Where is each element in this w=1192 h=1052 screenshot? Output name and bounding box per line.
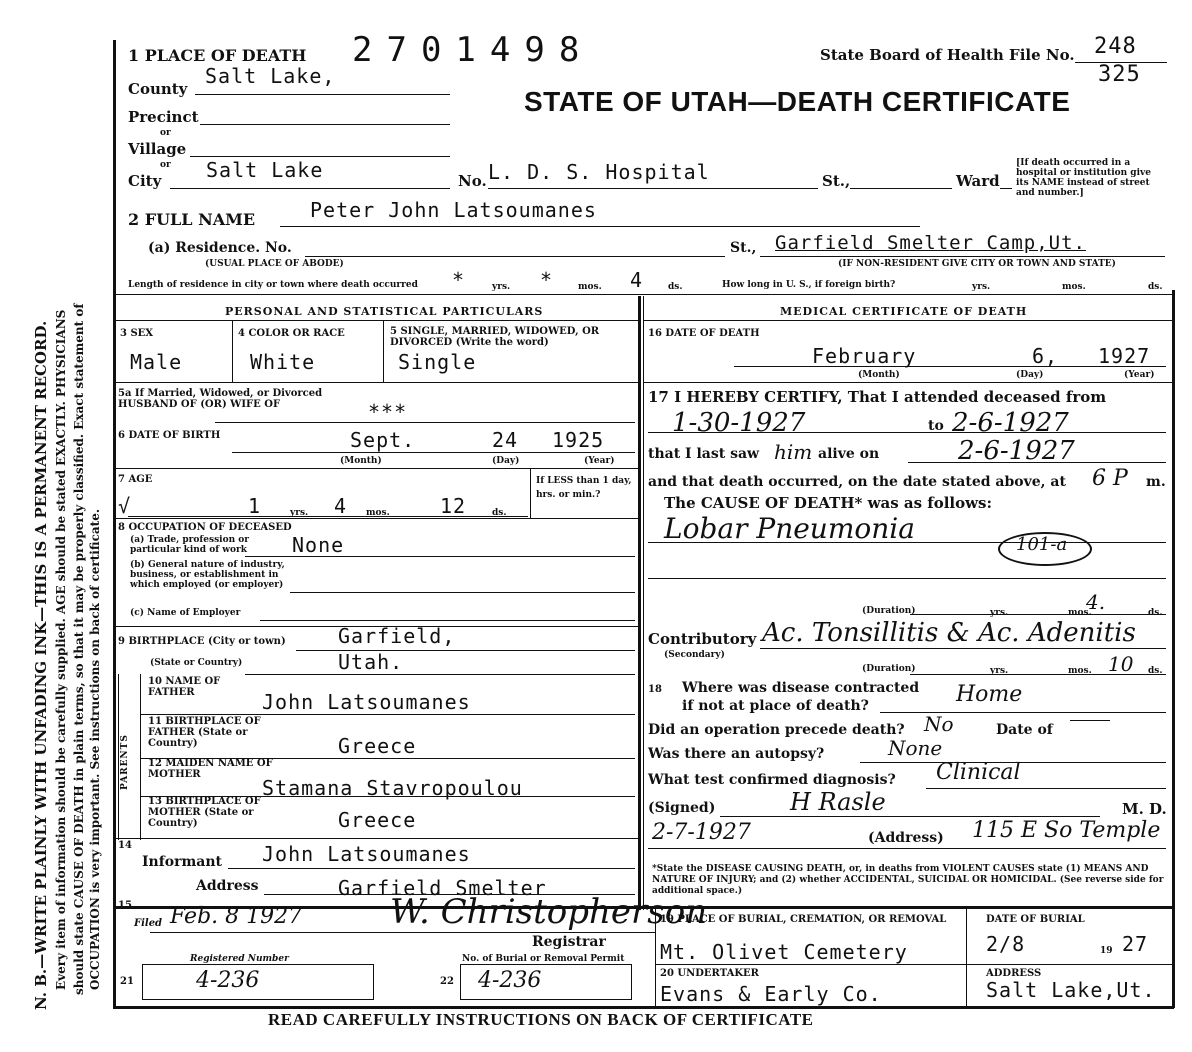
test-answer: Clinical <box>936 760 1021 785</box>
q18-line <box>880 712 1166 713</box>
q18-number: 18 <box>648 684 662 695</box>
undertaker-label: 20 UNDERTAKER <box>660 968 759 979</box>
burial-mid-border <box>966 908 967 1006</box>
birthplace-city: Garfield, <box>338 624 456 648</box>
contributory-label: Contributory <box>648 630 757 648</box>
side-note-line1: N. B.—WRITE PLAINLY WITH UNFADING INK—THIS IS A PERMANENT RECORD. <box>32 320 50 1010</box>
full-name-label: 2 FULL NAME <box>128 210 256 229</box>
marital-value: Single <box>398 350 477 374</box>
residence-ds-caption: ds. <box>668 282 683 292</box>
filed-label: Filed <box>134 918 163 929</box>
parents-left-border <box>118 674 119 840</box>
side-note-line2: Every item of information should be carefully supplied. AGE should be stated EXACTLY. PHYSICIANS <box>54 309 68 990</box>
county-label: County <box>128 80 188 98</box>
registrar-signature: W. Christopherson <box>390 892 708 932</box>
city-value: Salt Lake <box>206 158 324 182</box>
dod-bottom-line <box>643 382 1174 383</box>
physician-signature: H Rasle <box>790 788 886 816</box>
precinct-line <box>200 124 450 125</box>
county-line <box>195 94 450 95</box>
mother-birthplace: Greece <box>338 808 417 832</box>
occupation-b-line <box>290 592 635 593</box>
occupation-a-label: (a) Trade, profession or particular kind of work <box>130 535 249 555</box>
residence-label: (a) Residence. No. <box>148 240 292 256</box>
registered-number-value: 4-236 <box>196 968 260 993</box>
alive-on-line <box>908 462 1166 463</box>
mother-name-label: 12 MAIDEN NAME OF MOTHER <box>148 758 273 780</box>
duration-ds-caption: ds. <box>1148 608 1163 618</box>
informant-label: Informant <box>142 854 222 870</box>
county-value: Salt Lake, <box>205 64 336 88</box>
residence-mos-caption: mos. <box>578 282 602 292</box>
occupation-a-line <box>245 556 635 557</box>
dob-day-caption: (Day) <box>492 456 520 466</box>
signed-label: (Signed) <box>648 800 716 816</box>
attended-line <box>648 432 1166 433</box>
date-of-death-year: 1927 <box>1098 344 1151 368</box>
spouse-value: *** <box>368 400 408 424</box>
duration2-caption: (Duration) <box>862 664 916 674</box>
lessthan-label: If LESS than 1 day, hrs. or min.? <box>536 476 632 500</box>
md-label: M. D. <box>1122 800 1167 818</box>
death-time: 6 P <box>1092 466 1128 491</box>
street-line <box>850 188 952 189</box>
birthplace-label: 9 BIRTHPLACE (City or town) <box>118 636 286 647</box>
undertaker-address: Salt Lake,Ut. <box>986 978 1156 1002</box>
signed-line <box>720 816 1100 817</box>
place-of-death-label: 1 PLACE OF DEATH <box>128 46 307 65</box>
date-of-death-day: 6, <box>1032 344 1059 368</box>
residence-days: 4 <box>630 268 644 292</box>
color-value: White <box>250 350 316 374</box>
residence-street-line <box>760 256 1165 257</box>
village-label: Village <box>128 140 187 158</box>
duration2-ds-caption: ds. <box>1148 666 1163 676</box>
file-number-1: 248 <box>1094 34 1137 59</box>
dob-month-caption: (Month) <box>340 456 382 466</box>
employer-label: (c) Name of Employer <box>130 608 241 618</box>
color-label: 4 COLOR OR RACE <box>238 328 345 339</box>
spouse-line <box>215 422 635 423</box>
or-text-1: or <box>160 128 171 138</box>
ward-line <box>1000 188 1012 189</box>
burial-permit-prefix: 22 <box>440 976 454 987</box>
us-mos-caption: mos. <box>1062 282 1086 292</box>
dob-line <box>232 452 635 453</box>
autopsy-label: Was there an autopsy? <box>648 746 825 762</box>
certificate-number: 2701498 <box>352 30 594 70</box>
cause-label: The CAUSE OF DEATH* was as follows: <box>664 494 993 512</box>
certify-label: 17 I HEREBY CERTIFY, That I attended deceased from <box>648 388 1107 406</box>
side-note-line4: OCCUPATION is very important. See instructions on back of certificate. <box>88 508 102 990</box>
certificate-title: STATE OF UTAH—DEATH CERTIFICATE <box>524 86 1071 117</box>
street-no-label: No. <box>458 172 487 190</box>
q18-answer: Home <box>956 682 1023 707</box>
lessthan-divider <box>530 468 531 518</box>
usual-place-caption: (USUAL PLACE OF ABODE) <box>205 259 344 269</box>
us-yrs-caption: yrs. <box>972 282 991 292</box>
street-no-value: L. D. S. Hospital <box>488 160 710 184</box>
dob-year: 1925 <box>552 428 605 452</box>
full-name-line <box>280 226 920 227</box>
marital-label: 5 SINGLE, MARRIED, WIDOWED, OR DIVORCED (Write the word) <box>390 326 600 348</box>
contributory-cause: Ac. Tonsillitis & Ac. Adenitis <box>762 618 1136 648</box>
informant-number: 14 <box>118 840 132 851</box>
burial-date: 2/8 <box>986 932 1026 956</box>
spouse-label: 5a If Married, Widowed, or Divorced HUSBAND OF (OR) WIFE OF <box>118 388 323 410</box>
father-name-line <box>140 714 635 715</box>
residence-divider <box>113 294 1174 295</box>
dod-day-caption: (Day) <box>1016 370 1044 380</box>
age-yrs-caption: yrs. <box>290 508 309 518</box>
parents-side-label: PARENTS <box>120 734 130 790</box>
duration2-days: 10 <box>1108 652 1134 676</box>
attended-from-date: 1-30-1927 <box>672 408 806 438</box>
city-label: City <box>128 172 162 190</box>
age-label: 7 AGE <box>118 474 153 485</box>
age-months: 4 <box>334 494 348 518</box>
filed-line <box>150 932 655 933</box>
burial-permit-value: 4-236 <box>478 968 542 993</box>
alive-on-label: alive on <box>818 446 880 462</box>
registered-number-prefix: 21 <box>120 976 134 987</box>
test-line <box>926 788 1166 789</box>
nonresident-caption: (IF NON-RESIDENT GIVE CITY OR TOWN AND STATE) <box>838 259 1116 269</box>
last-saw-him: him <box>774 440 813 464</box>
sex-divider <box>232 320 233 382</box>
footer-instructions: READ CAREFULLY INSTRUCTIONS ON BACK OF CERTIFICATE <box>268 1010 814 1029</box>
burial-middle-line <box>655 964 1174 965</box>
duration-months: 4. <box>1086 590 1106 614</box>
filed-number: 15 <box>118 900 132 911</box>
residence-years: * <box>452 268 466 292</box>
burial-left-border <box>655 908 656 1006</box>
burial-place: Mt. Olivet Cemetery <box>660 940 908 964</box>
date-of-death-line <box>734 366 1166 367</box>
undertaker-address-label: ADDRESS <box>986 968 1042 979</box>
frame-right <box>1172 290 1175 1008</box>
frame-bottom <box>113 1006 1174 1009</box>
personal-section-title: PERSONAL AND STATISTICAL PARTICULARS <box>225 305 544 318</box>
residence-line <box>305 256 725 257</box>
village-line <box>190 156 450 157</box>
duration-line <box>910 614 1166 615</box>
burial-date-label: DATE OF BURIAL <box>986 914 1085 925</box>
occupation-value: None <box>292 533 345 557</box>
mother-name: Stamana Stavropoulou <box>262 776 523 800</box>
cause-footnote: *State the DISEASE CAUSING DEATH, or, in deaths from VIOLENT CAUSES state (1) MEANS AND NATURE OF INJURY; and (2) whether ACCIDENTAL, SUICIDAL OR HOMICIDAL. (See reverse side for additional space.) <box>652 864 1164 896</box>
father-birthplace-label: 11 BIRTHPLACE OF FATHER (State or Country) <box>148 716 261 749</box>
autopsy-answer: None <box>888 736 943 760</box>
q18-label: Where was disease contracted <box>682 680 920 696</box>
employer-line <box>260 620 635 621</box>
row7-line <box>113 518 638 519</box>
burial-place-label: 19 PLACE OF BURIAL, CREMATION, OR REMOVAL <box>660 914 947 925</box>
residence-months: * <box>540 268 554 292</box>
or-text-2: or <box>160 160 171 170</box>
age-days: 12 <box>440 494 467 518</box>
dob-year-caption: (Year) <box>584 456 615 466</box>
city-line <box>170 188 450 189</box>
file-number-label: State Board of Health File No. <box>820 46 1075 64</box>
informant-address: Garfield Smelter <box>338 876 547 900</box>
birthplace-state: Utah. <box>338 650 404 674</box>
row3-line <box>113 382 638 383</box>
medical-title-line <box>643 320 1174 321</box>
secondary-caption: (Secondary) <box>664 650 725 660</box>
burial-year-prefix: 19 <box>1100 946 1113 956</box>
ward-note: [If death occurred in a hospital or institution give its NAME instead of street and number.] <box>1016 158 1151 198</box>
age-mos-caption: mos. <box>366 508 390 518</box>
operation-answer: No <box>924 712 954 736</box>
occupation-b-label: (b) General nature of industry, business, or establishment in which employed (or employer) <box>130 560 285 590</box>
dod-month-caption: (Month) <box>858 370 900 380</box>
column-divider <box>638 296 641 910</box>
attended-to-date: 2-6-1927 <box>952 408 1069 438</box>
column-divider-inner <box>643 296 644 910</box>
death-time-m: m. <box>1146 474 1166 490</box>
father-birthplace: Greece <box>338 734 417 758</box>
alive-on-date: 2-6-1927 <box>958 436 1075 466</box>
informant-line <box>228 868 635 869</box>
duration2-yrs-caption: yrs. <box>990 666 1009 676</box>
burial-permit-label: No. of Burial or Removal Permit <box>462 954 625 964</box>
to-label: to <box>928 418 944 434</box>
age-check: √ <box>118 494 132 518</box>
signed-date: 2-7-1927 <box>652 820 751 845</box>
sex-label: 3 SEX <box>120 328 154 339</box>
frame-left <box>113 40 116 1008</box>
informant-address-label: Address <box>196 878 259 894</box>
street-no-line <box>488 188 818 189</box>
duration-caption: (Duration) <box>862 606 916 616</box>
side-note-line3: should state CAUSE OF DEATH in plain terms, so that it may be properly classified. Exact statement of <box>72 303 86 995</box>
duration2-mos-caption: mos. <box>1068 666 1092 676</box>
informant-value: John Latsoumanes <box>262 842 471 866</box>
contributory-line <box>760 648 1166 649</box>
father-name-label: 10 NAME OF FATHER <box>148 676 221 698</box>
age-ds-caption: ds. <box>492 508 507 518</box>
physician-address-line <box>648 848 1166 849</box>
how-long-us-label: How long in U. S., if foreign birth? <box>722 280 896 290</box>
physician-address-label: (Address) <box>868 830 944 846</box>
occupation-label: 8 OCCUPATION OF DECEASED <box>118 522 292 533</box>
residence-yrs-caption: yrs. <box>492 282 511 292</box>
father-name: John Latsoumanes <box>262 690 471 714</box>
undertaker-name: Evans & Early Co. <box>660 982 882 1006</box>
operation-label: Did an operation precede death? <box>648 722 905 738</box>
test-label: What test confirmed diagnosis? <box>648 772 896 788</box>
us-ds-caption: ds. <box>1148 282 1163 292</box>
death-occurred-label: and that death occurred, on the date stated above, at <box>648 474 1066 490</box>
registrar-label: Registrar <box>532 934 606 950</box>
filed-value: Feb. 8 1927 <box>170 904 303 929</box>
date-of-label: Date of <box>996 722 1053 738</box>
date-of-dash <box>1070 720 1110 721</box>
birthplace-state-caption: (State or Country) <box>150 658 243 668</box>
precinct-label: Precinct <box>128 108 199 126</box>
cause-line-2 <box>648 578 1166 579</box>
age-years: 1 <box>248 494 262 518</box>
full-name-value: Peter John Latsoumanes <box>310 198 597 222</box>
last-saw-label: that I last saw <box>648 446 760 462</box>
parents-bottom-line <box>113 838 638 839</box>
ward-label: Ward <box>956 172 1000 190</box>
birthplace-state-line <box>245 674 635 675</box>
physician-address: 115 E So Temple <box>972 818 1161 843</box>
mother-birthplace-label: 13 BIRTHPLACE OF MOTHER (State or Country) <box>148 796 261 829</box>
personal-title-line <box>113 320 638 321</box>
cause-of-death: Lobar Pneumonia <box>664 512 915 545</box>
duration-yrs-caption: yrs. <box>990 608 1009 618</box>
parents-inner-border <box>140 674 141 840</box>
medical-section-title: MEDICAL CERTIFICATE OF DEATH <box>780 305 1028 318</box>
duration2-line <box>910 674 1166 675</box>
dod-year-caption: (Year) <box>1124 370 1155 380</box>
date-of-death-month: February <box>812 344 917 368</box>
cause-code: 101-a <box>1016 534 1068 555</box>
row6-line <box>113 468 638 469</box>
date-of-death-label: 16 DATE OF DEATH <box>648 328 760 339</box>
length-residence-label: Length of residence in city or town where death occurred <box>128 280 418 290</box>
duration-mos-caption: mos. <box>1068 608 1092 618</box>
color-divider <box>383 320 384 382</box>
burial-year: 27 <box>1122 932 1149 956</box>
q18b-label: if not at place of death? <box>682 698 869 714</box>
dob-day: 24 <box>492 428 519 452</box>
sex-value: Male <box>130 350 183 374</box>
age-line <box>128 516 528 517</box>
residence-street-label: St., <box>730 240 757 256</box>
file-number-2: 325 <box>1098 62 1141 87</box>
residence-value: Garfield Smelter Camp,Ut. <box>775 232 1086 254</box>
street-label: St., <box>822 172 851 190</box>
dob-label: 6 DATE OF BIRTH <box>118 430 221 441</box>
registered-number-label: Registered Number <box>190 954 289 964</box>
dob-month: Sept. <box>350 428 416 452</box>
